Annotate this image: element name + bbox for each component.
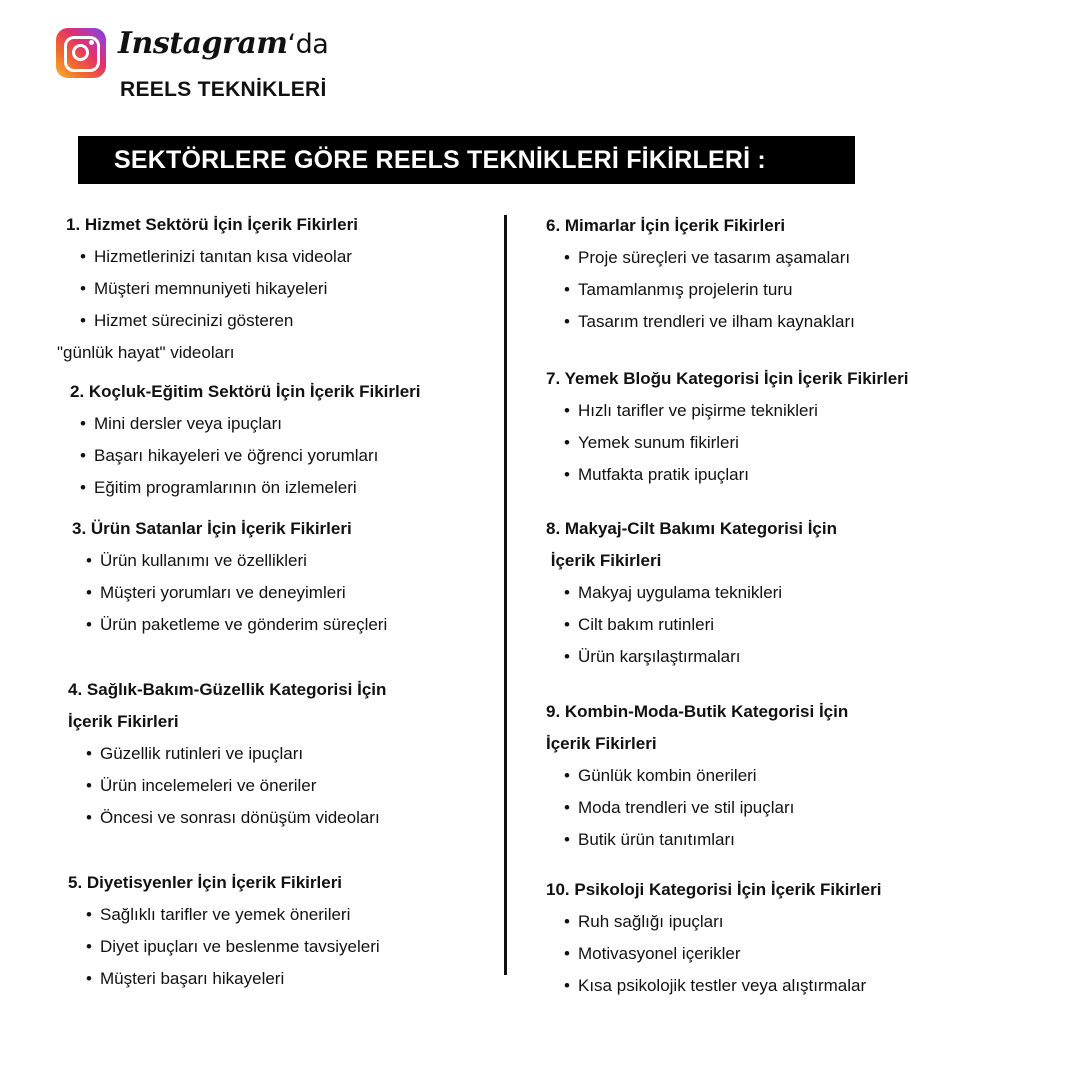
section-title: 5. Diyetisyenler İçin İçerik Fikirleri: [68, 873, 343, 892]
section-saglik: [68, 674, 386, 834]
list-item: • Öncesi ve sonrası dönüşüm videoları: [86, 802, 386, 834]
list-item: • Sağlıklı tarifler ve yemek önerileri: [86, 899, 380, 931]
page-subtitle: REELS TEKNİKLERİ: [120, 78, 327, 101]
section-title: 2. Koçluk-Eğitim Sektörü İçin İçerik Fikirleri: [70, 382, 421, 401]
list-item-continuation: "günlük hayat" videoları: [57, 343, 235, 362]
list-item: • Tamamlanmış projelerin turu: [564, 274, 855, 306]
list-item: • Motivasyonel içerikler: [564, 938, 881, 970]
section-title: 10. Psikoloji Kategorisi İçin İçerik Fikirleri: [546, 880, 882, 899]
brand-suffix: ‘da: [287, 29, 329, 60]
section-urun: [72, 513, 387, 641]
list-item: • Moda trendleri ve stil ipuçları: [564, 792, 848, 824]
section-title: 8. Makyaj-Cilt Bakımı Kategorisi İçin: [546, 519, 837, 538]
column-divider: [504, 215, 507, 975]
list-item: • Mini dersler veya ipuçları: [80, 408, 421, 440]
list-item: • Güzellik rutinleri ve ipuçları: [86, 738, 386, 770]
section-banner: SEKTÖRLERE GÖRE REELS TEKNİKLERİ FİKİRLERİ :: [78, 136, 855, 184]
section-title: 4. Sağlık-Bakım-Güzellik Kategorisi İçin: [68, 680, 387, 699]
instagram-logo-icon: [56, 28, 106, 78]
list-item: • Proje süreçleri ve tasarım aşamaları: [564, 242, 855, 274]
list-item: • Ürün kullanımı ve özellikleri: [86, 545, 387, 577]
section-title-line2: İçerik Fikirleri: [546, 551, 662, 570]
list-item: • Ruh sağlığı ipuçları: [564, 906, 881, 938]
brand-title: [118, 26, 328, 61]
list-item: • Hizmetlerinizi tanıtan kısa videolar: [80, 241, 358, 273]
list-item: • Tasarım trendleri ve ilham kaynakları: [564, 306, 855, 338]
list-item: • Diyet ipuçları ve beslenme tavsiyeleri: [86, 931, 380, 963]
section-kocluk: [70, 376, 421, 504]
section-hizmet: [57, 209, 358, 369]
section-title: 3. Ürün Satanlar İçin İçerik Fikirleri: [72, 519, 352, 538]
list-item: • Ürün paketleme ve gönderim süreçleri: [86, 609, 387, 641]
section-title: 7. Yemek Bloğu Kategorisi İçin İçerik Fikirleri: [546, 369, 909, 388]
list-item: • Başarı hikayeleri ve öğrenci yorumları: [80, 440, 421, 472]
brand-name: Instagram: [118, 26, 288, 61]
list-item: • Hizmet sürecinizi gösteren: [80, 305, 358, 337]
section-title: 9. Kombin-Moda-Butik Kategorisi İçin: [546, 702, 849, 721]
section-makyaj: [546, 513, 837, 673]
section-mimar: [546, 210, 855, 338]
list-item: • Müşteri memnuniyeti hikayeleri: [80, 273, 358, 305]
list-item: • Ürün incelemeleri ve öneriler: [86, 770, 386, 802]
list-item: • Müşteri yorumları ve deneyimleri: [86, 577, 387, 609]
list-item: • Günlük kombin önerileri: [564, 760, 848, 792]
section-title-line2: İçerik Fikirleri: [68, 712, 179, 731]
list-item: • Eğitim programlarının ön izlemeleri: [80, 472, 421, 504]
section-psikoloji: [546, 874, 881, 1002]
list-item: • Hızlı tarifler ve pişirme teknikleri: [564, 395, 909, 427]
section-title: 6. Mimarlar İçin İçerik Fikirleri: [546, 216, 786, 235]
list-item: • Mutfakta pratik ipuçları: [564, 459, 909, 491]
section-yemek: [546, 363, 909, 491]
list-item: • Cilt bakım rutinleri: [564, 609, 837, 641]
section-title: 1. Hizmet Sektörü İçin İçerik Fikirleri: [66, 215, 358, 234]
list-item: • Butik ürün tanıtımları: [564, 824, 848, 856]
section-diyetisyen: [68, 867, 380, 995]
list-item: • Ürün karşılaştırmaları: [564, 641, 837, 673]
section-title-line2: İçerik Fikirleri: [546, 734, 657, 753]
list-item: • Müşteri başarı hikayeleri: [86, 963, 380, 995]
list-item: • Yemek sunum fikirleri: [564, 427, 909, 459]
list-item: • Makyaj uygulama teknikleri: [564, 577, 837, 609]
section-kombin: [546, 696, 848, 856]
list-item: • Kısa psikolojik testler veya alıştırmalar: [564, 970, 881, 1002]
